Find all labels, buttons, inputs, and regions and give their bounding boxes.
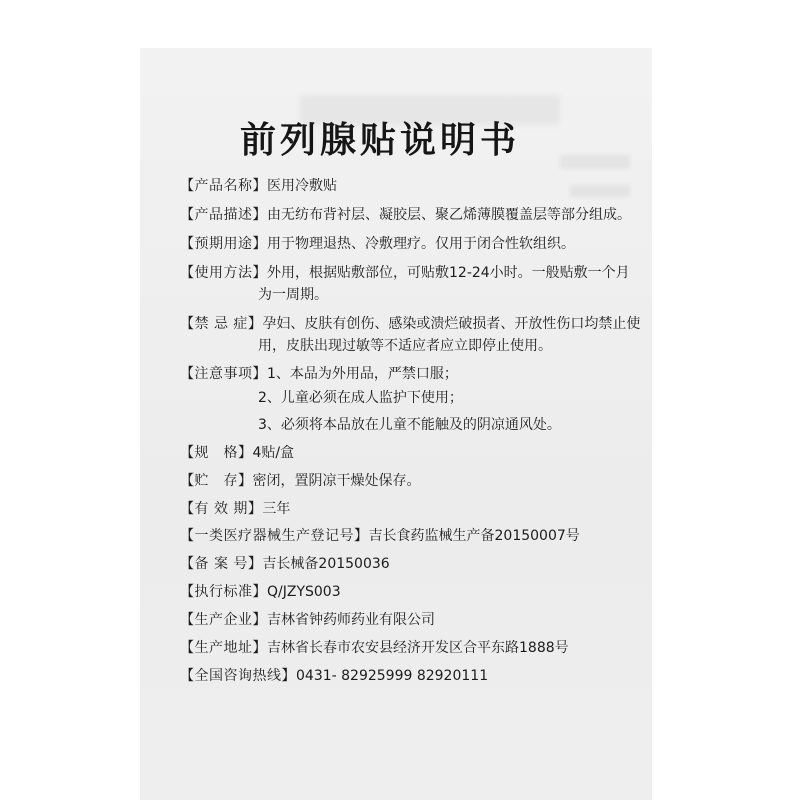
- field-label: 【有 效 期】: [180, 501, 263, 517]
- field-usage: [180, 263, 650, 283]
- field-address: [180, 638, 650, 658]
- field-label: 【执行标准】: [180, 584, 267, 600]
- precaution-note: 2、儿童必须在成人监护下使用；: [258, 390, 463, 406]
- field-value: 吉林省长春市农安县经济开发区合平东路1888号: [267, 640, 569, 656]
- field-value: 由无纺布背衬层、凝胶层、聚乙烯薄膜覆盖层等部分组成。: [267, 207, 631, 223]
- field-value: 孕妇、皮肤有创伤、感染或溃烂破损者、开放性伤口均禁止使: [262, 316, 641, 332]
- field-registration-number: [180, 526, 650, 546]
- field-value: 用于物理退热、冷敷理疗。仅用于闭合性软组织。: [267, 236, 575, 252]
- field-storage: [180, 471, 650, 491]
- field-label: 【注意事项】: [180, 366, 267, 382]
- field-label: 【产品名称】: [180, 178, 267, 194]
- field-specification: [180, 443, 650, 463]
- field-value: 外用，根据贴敷部位，可贴敷12-24小时。一般贴敷一个月: [267, 265, 630, 281]
- field-value: 0431- 82925999 82920111: [296, 668, 489, 684]
- field-value: 吉长械备20150036: [262, 556, 390, 572]
- field-value: Q/JZYS003: [267, 584, 341, 600]
- field-standard: [180, 582, 650, 602]
- field-shelf-life: [180, 499, 650, 519]
- field-label: 【禁 忌 症】: [180, 316, 263, 332]
- field-value: 密闭，置阴凉干燥处保存。: [252, 473, 421, 489]
- field-value: 医用冷敷贴: [267, 178, 337, 194]
- field-label: 【预期用途】: [180, 236, 267, 252]
- field-filing-number: [180, 554, 650, 574]
- field-precautions: [180, 364, 650, 384]
- field-label: 【使用方法】: [180, 265, 267, 281]
- field-label: 【一类医疗器械生产登记号】: [180, 528, 369, 544]
- field-label: 【产品描述】: [180, 207, 267, 223]
- field-value-continuation: 为一周期。: [258, 287, 328, 303]
- field-label: 【规 格】: [180, 445, 253, 461]
- field-hotline: [180, 666, 650, 686]
- field-value: 三年: [262, 501, 291, 517]
- field-value: 吉长食药监械生产备20150007号: [368, 528, 580, 544]
- field-label: 【生产企业】: [180, 612, 267, 628]
- field-label: 【贮 存】: [180, 473, 253, 489]
- field-label: 【备 案 号】: [180, 556, 263, 572]
- field-intended-use: [180, 234, 650, 254]
- field-value-continuation: 用，皮肤出现过敏等不适应者应立即停止使用。: [258, 338, 552, 354]
- field-value: 吉林省钟药师药业有限公司: [267, 612, 435, 628]
- field-label: 【生产地址】: [180, 640, 267, 656]
- field-manufacturer: [180, 610, 650, 630]
- field-product-name: [180, 176, 650, 196]
- field-value: 4贴/盒: [252, 445, 295, 461]
- field-value: 1、本品为外用品，严禁口服；: [267, 366, 458, 382]
- precaution-note: 3、必须将本品放在儿童不能触及的阴凉通风处。: [258, 417, 561, 433]
- field-contraindications: [180, 314, 650, 334]
- field-label: 【全国咨询热线】: [180, 668, 296, 684]
- document-title: 前列腺贴说明书: [240, 119, 521, 161]
- field-product-description: [180, 205, 650, 225]
